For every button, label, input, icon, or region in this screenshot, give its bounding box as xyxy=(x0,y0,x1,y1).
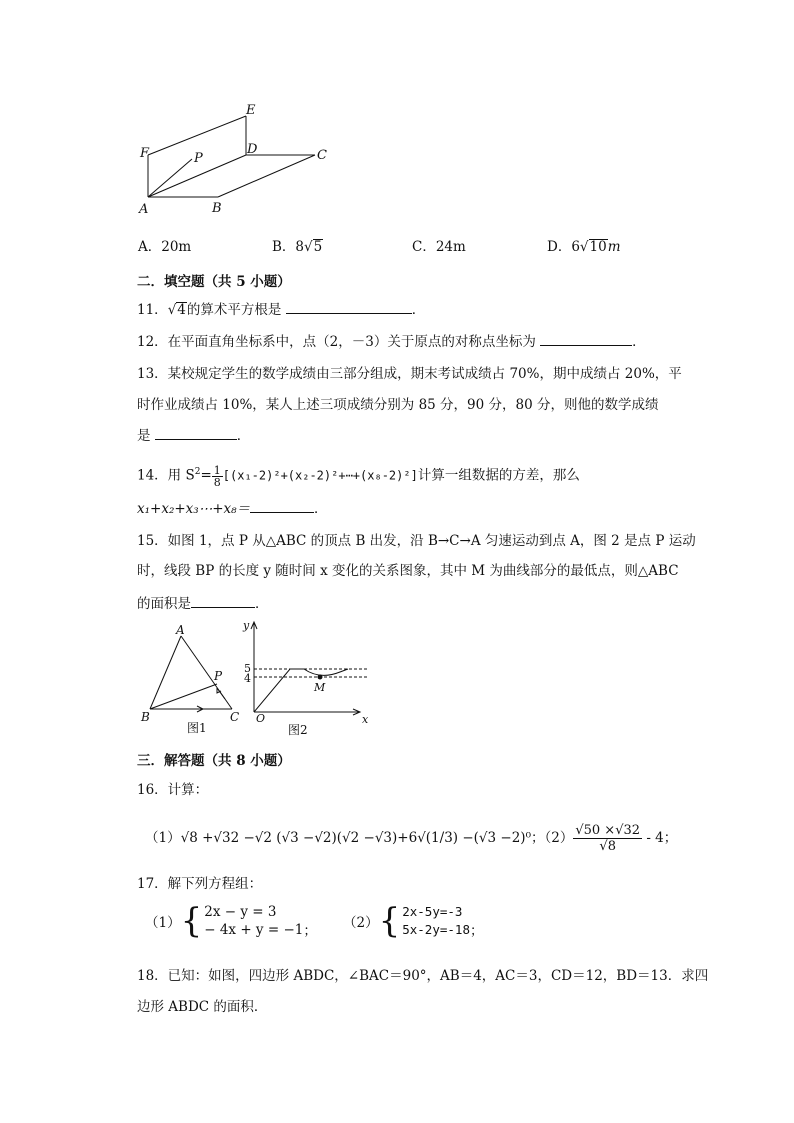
fig2-label-y: y xyxy=(243,619,250,632)
question-18-line2: 边形 ABDC 的面积． xyxy=(137,999,268,1015)
q14-fraction xyxy=(212,465,223,488)
fig1-label-b: B xyxy=(141,710,150,724)
q14-answer-blank[interactable] xyxy=(250,498,314,513)
q17-part1-label: （1） xyxy=(145,915,181,931)
question-17-title: 17．解下列方程组： xyxy=(137,876,263,892)
question-15-line1: 15．如图 1，点 P 从△ABC 的顶点 B 出发，沿 B→C→A 匀速运动到点 A，图 2 是点 P 运动 xyxy=(137,533,696,549)
label-f: F xyxy=(140,146,150,161)
q12-answer-blank[interactable] xyxy=(540,331,632,346)
label-e: E xyxy=(246,103,256,118)
option-a xyxy=(138,235,191,255)
q16-part2-tail: - 4； xyxy=(642,830,678,846)
fig1-label-p: P xyxy=(214,669,223,683)
q17-part1-brace: { xyxy=(180,901,203,941)
q17-part1-equations xyxy=(204,903,303,939)
option-b-radicand: 5 xyxy=(313,239,323,255)
q17-part2-eq2: 5x-2y=-18 xyxy=(402,922,470,937)
option-a-text: A．20m xyxy=(138,239,192,255)
edge-fe xyxy=(148,116,246,155)
option-b: B．8√5 xyxy=(272,239,323,255)
q14-eq: = xyxy=(200,467,212,484)
q15-end: ． xyxy=(255,596,269,612)
q16-part1-label: （1） xyxy=(145,830,181,846)
figure-2-graph xyxy=(240,617,380,742)
q13-answer-blank[interactable] xyxy=(155,425,237,440)
q17-part1-eq2: − 4x + y = −1 xyxy=(204,922,304,938)
option-c xyxy=(412,235,466,255)
q16-separator: ；（2） xyxy=(531,830,574,846)
question-13-line3 xyxy=(137,425,250,446)
option-c-text: C．24m xyxy=(412,239,466,255)
point-m xyxy=(318,675,323,680)
fig1-label-a: A xyxy=(176,623,185,637)
q15-answer-blank[interactable] xyxy=(191,593,255,608)
fig2-label-x: x xyxy=(362,713,369,726)
q17-part2-brace: { xyxy=(378,901,401,941)
q13-text: 是 xyxy=(137,428,155,444)
question-16-title: 16．计算： xyxy=(137,782,209,798)
question-11: 11．√4的算术平方根是 ． xyxy=(137,299,425,320)
question-14-line2 xyxy=(137,498,328,519)
question-15-line2: 时，线段 BP 的长度 y 随时间 x 变化的关系图象，其中 M 为曲线部分的最低点，则△ABC xyxy=(137,563,679,579)
q17-part2-end: ； xyxy=(469,923,484,939)
graph-curve xyxy=(254,669,348,712)
option-d: D．6√10m xyxy=(547,239,621,255)
option-d-unit: m xyxy=(607,239,621,255)
q11-text: 的算术平方根是 xyxy=(186,302,286,318)
q11-end: ． xyxy=(411,302,426,318)
segment-bp xyxy=(150,684,217,709)
label-c: C xyxy=(317,148,327,163)
question-14-line1 xyxy=(137,458,580,490)
q14-prefix: 14．用 S xyxy=(137,467,195,484)
q12-text: 12．在平面直角坐标系中，点（2，－3）关于原点的对称点坐标为 xyxy=(137,334,541,350)
fig1-label-c: C xyxy=(230,710,240,724)
label-d: D xyxy=(247,142,258,157)
option-b-text: B．8 xyxy=(272,239,305,255)
q17-part2-equations xyxy=(402,903,470,939)
q11-radicand: 4 xyxy=(177,302,186,318)
question-17-system-1 xyxy=(145,903,317,939)
q14-frac-num: 1 xyxy=(213,463,221,477)
q16-part2-fraction xyxy=(573,823,642,854)
side-ba xyxy=(150,636,181,709)
question-17-system-2 xyxy=(343,903,483,939)
q16-part2-num: √50 ×√32 xyxy=(575,823,641,838)
question-13-line2: 时作业成绩占 10%，某人上述三项成绩分别为 85 分，90 分，80 分，则他的数学成绩 xyxy=(137,397,659,413)
q14-suffix: 计算一组数据的方差，那么 xyxy=(417,467,580,484)
q14-expression: [(x₁-2)²+(x₂-2)²+⋯+(x₈-2)²] xyxy=(222,468,418,483)
q16-part1-expr: √8 +√32 −√2 (√3 −√2)(√2 −√3)+6√(1/3) −(√3 −2)⁰ xyxy=(180,830,531,846)
q14-sum: x₁+x₂+x₃⋯+x₈＝ xyxy=(137,501,251,517)
section-solve-title: 三．解答题（共 8 小题） xyxy=(137,753,291,769)
figure-1-triangle xyxy=(137,620,247,742)
label-p: P xyxy=(194,151,203,166)
option-d-radicand: 10 xyxy=(589,239,607,255)
fig2-label-4: 4 xyxy=(244,672,251,685)
arrow-ca xyxy=(217,688,225,699)
question-15-line3 xyxy=(137,593,269,614)
question-12 xyxy=(137,331,646,352)
fig1-caption: 图1 xyxy=(187,721,207,735)
segment-ap xyxy=(148,159,192,197)
q12-end: ． xyxy=(632,334,646,350)
q11-number: 11． xyxy=(137,302,168,318)
question-16-expression xyxy=(145,820,677,856)
q15-text: 的面积是 xyxy=(137,596,191,612)
question-18-line1: 18．已知：如图，四边形 ABDC，∠BAC＝90°，AB＝4，AC＝3，CD＝12，BD＝13．求四 xyxy=(137,968,709,984)
q17-part1-eq1: 2x − y = 3 xyxy=(204,904,277,920)
option-d-text: D．6 xyxy=(547,239,580,255)
q14-sup: 2 xyxy=(194,467,201,477)
section-fill-blank-title: 二．填空题（共 5 小题） xyxy=(137,274,291,290)
fig2-caption: 图2 xyxy=(288,723,308,737)
q17-part2-eq1: 2x-5y=-3 xyxy=(402,904,463,919)
q14-frac-den: 8 xyxy=(213,475,221,489)
label-a: A xyxy=(139,202,149,217)
q13-end: ． xyxy=(236,428,251,444)
q11-answer-blank[interactable] xyxy=(286,299,412,314)
question-13-line1: 13．某校规定学生的数学成绩由三部分组成，期末考试成绩占 70%，期中成绩占 20%，平 xyxy=(137,366,682,382)
label-b: B xyxy=(212,201,222,216)
q17-part2-label: （2） xyxy=(343,915,379,931)
q17-part1-end: ； xyxy=(303,923,317,939)
fig2-label-5: 5 xyxy=(244,662,251,675)
q16-part2-den: √8 xyxy=(599,839,616,854)
fig2-label-m: M xyxy=(314,681,326,694)
prism-figure xyxy=(130,98,340,218)
fig2-label-o: O xyxy=(256,712,266,725)
q14-end: ． xyxy=(314,501,328,517)
